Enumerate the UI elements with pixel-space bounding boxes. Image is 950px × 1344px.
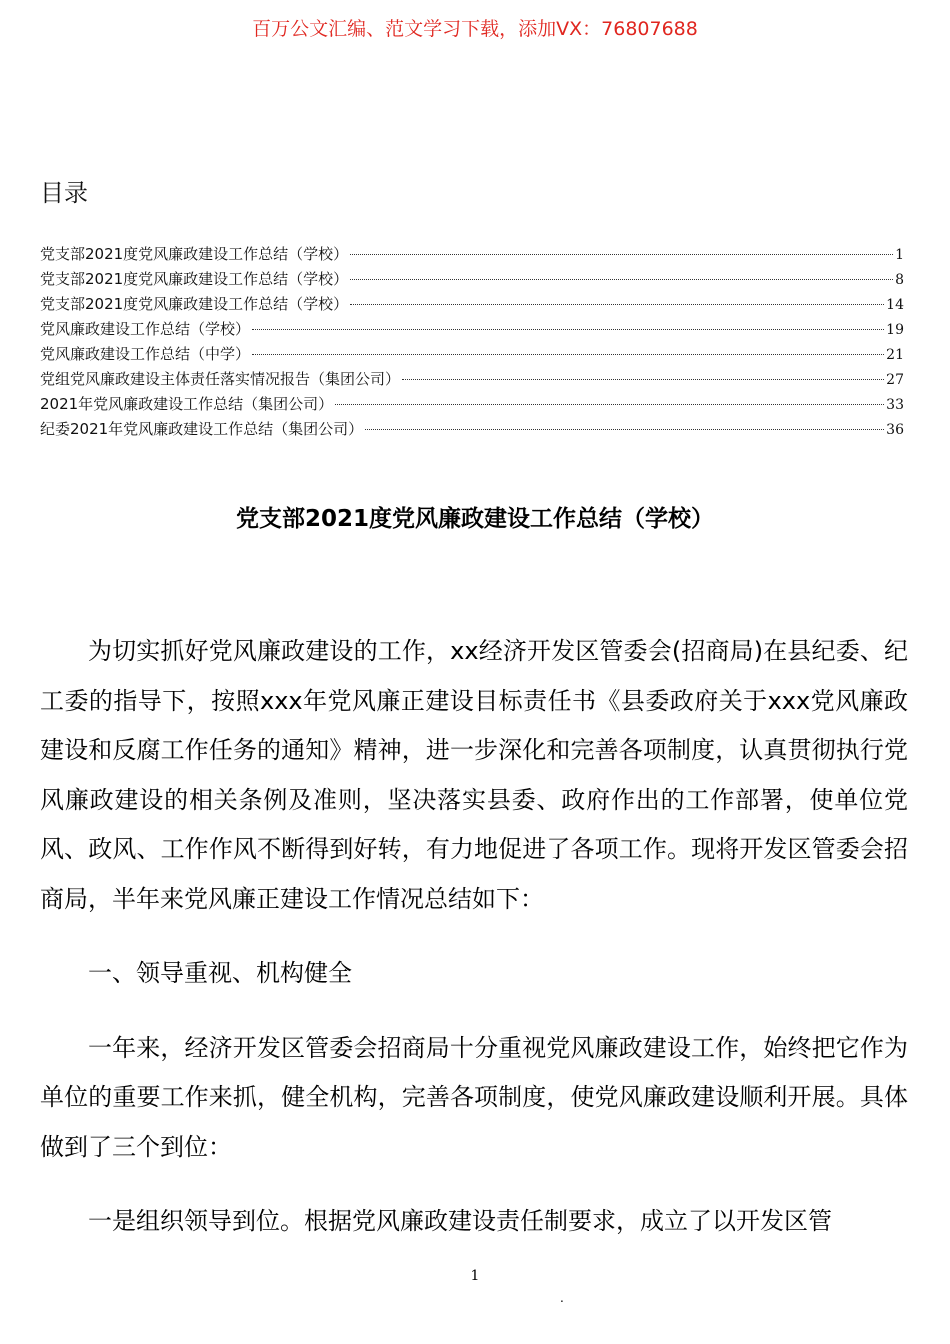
toc-entry-text: 党支部2021度党风廉政建设工作总结（学校） — [40, 270, 349, 288]
toc-entry[interactable] — [40, 418, 904, 443]
toc-entry-page: 21 — [886, 347, 904, 363]
toc-leader-dots — [350, 279, 893, 280]
toc-entry-page: 8 — [895, 272, 904, 288]
toc-entry[interactable] — [40, 318, 904, 343]
toc-entry[interactable] — [40, 293, 904, 318]
toc-leader-dots — [402, 379, 884, 380]
toc-entry[interactable] — [40, 243, 904, 268]
document-title: 党支部2021度党风廉政建设工作总结（学校） — [235, 506, 714, 532]
toc-entry-text: 党支部2021度党风廉政建设工作总结（学校） — [40, 245, 349, 263]
toc-entry-text: 纪委2021年党风廉政建设工作总结（集团公司） — [40, 420, 364, 438]
toc-entry[interactable] — [40, 268, 904, 293]
body-paragraph: 为切实抓好党风廉政建设的工作，xx经济开发区管委会(招商局)在县纪委、纪工委的指导下，按照xxx年党风廉正建设目标责任书《县委政府关于xxx党风廉政建设和反腐工作任务的通知》精神，进一步深化和完善各项制度，认真贯彻执行党风廉政建设的相关条例及准则，坚决落实县委、政府作出的工作部署，使单位党风、政风、工作作风不断得到好转，有力地促进了各项工作。现将开发区管委会招商局，半年来党风廉正建设工作情况总结如下： — [40, 637, 908, 913]
toc-title: 目录 — [40, 179, 88, 207]
table-of-contents — [40, 243, 904, 443]
toc-entry[interactable] — [40, 368, 904, 393]
toc-entry[interactable] — [40, 393, 904, 418]
footer-mark: . — [560, 1291, 564, 1305]
toc-entry-text: 党支部2021度党风廉政建设工作总结（学校） — [40, 295, 349, 313]
toc-leader-dots — [252, 329, 884, 330]
toc-entry-text: 党组党风廉政建设主体责任落实情况报告（集团公司） — [40, 370, 401, 388]
toc-entry[interactable] — [40, 343, 904, 368]
promo-header: 百万公文汇编、范文学习下载，添加VX：76807688 — [252, 18, 698, 40]
body-paragraph: 一是组织领导到位。根据党风廉政建设责任制要求，成立了以开发区管 — [88, 1207, 832, 1235]
toc-entry-text: 党风廉政建设工作总结（学校） — [40, 320, 251, 338]
toc-leader-dots — [365, 429, 884, 430]
toc-entry-page: 14 — [886, 297, 904, 313]
toc-entry-page: 1 — [895, 247, 904, 263]
page-number: 1 — [470, 1268, 480, 1284]
toc-entry-text: 2021年党风廉政建设工作总结（集团公司） — [40, 395, 334, 413]
toc-entry-page: 36 — [886, 422, 904, 438]
document-body — [40, 627, 908, 1247]
toc-entry-page: 19 — [886, 322, 904, 338]
toc-leader-dots — [252, 354, 884, 355]
section-heading: 一、领导重视、机构健全 — [88, 959, 352, 987]
toc-entry-page: 33 — [886, 397, 904, 413]
body-paragraph: 一年来，经济开发区管委会招商局十分重视党风廉政建设工作，始终把它作为单位的重要工作来抓，健全机构，完善各项制度，使党风廉政建设顺利开展。具体做到了三个到位： — [40, 1033, 908, 1161]
toc-leader-dots — [350, 254, 893, 255]
toc-entry-page: 27 — [886, 372, 904, 388]
toc-entry-text: 党风廉政建设工作总结（中学） — [40, 345, 251, 363]
toc-leader-dots — [350, 304, 884, 305]
toc-leader-dots — [335, 404, 884, 405]
